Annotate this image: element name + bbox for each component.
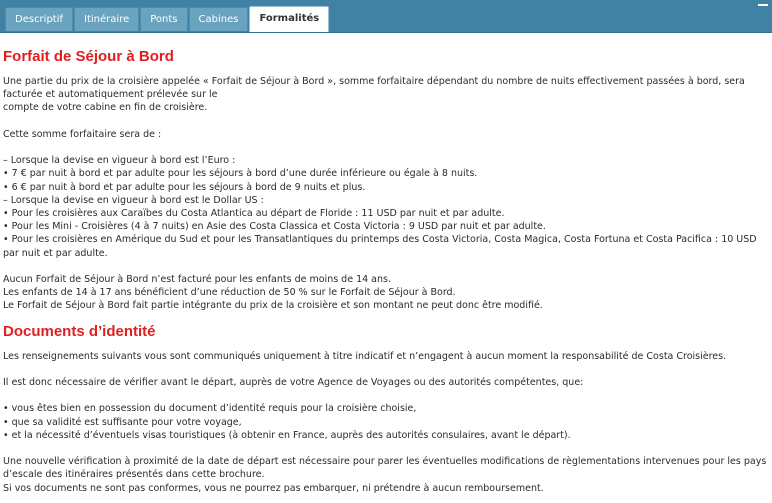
- paragraph-gap: [3, 363, 769, 376]
- tab-list: [5, 7, 330, 32]
- text-line: – Lorsque la devise en vigueur à bord est le Dollar US :: [3, 194, 264, 206]
- text-line: Cette somme forfaitaire sera de :: [3, 128, 162, 140]
- text-line: • 7 € par nuit à bord et par adulte pour les séjours à bord d’une durée inférieure ou égale à 8 nuits.: [3, 168, 478, 180]
- paragraph-gap: [3, 442, 769, 455]
- text-line: Une partie du prix de la croisière appelée « Forfait de Séjour à Bord », somme forfaitaire dépendant du nombre de nuits effectivement passées à bord, sera facturée et automatiquement prélevée sur le: [3, 76, 745, 101]
- text-line: • 6 € par nuit à bord et par adulte pour les séjours à bord de 9 nuits et plus.: [3, 181, 366, 193]
- text-line: Il est donc nécessaire de vérifier avant le départ, auprès de votre Agence de Voyages ou des autorités compétentes, que:: [3, 377, 584, 388]
- text-line: • Pour les Mini - Croisières (4 à 7 nuits) en Asie des Costa Classica et Costa Victoria : 9 USD par nuit et par adulte.: [3, 221, 546, 233]
- tab-ponts[interactable]: Ponts: [140, 7, 187, 31]
- tab-itineraire[interactable]: Itinéraire: [74, 7, 139, 31]
- tab-cabines[interactable]: Cabines: [189, 7, 249, 31]
- text-line: compte de votre cabine en fin de croisière.: [3, 102, 208, 114]
- paragraph-gap: [3, 389, 769, 402]
- text-line: • et la nécessité d’éventuels visas touristiques (à obtenir en France, auprès des autorités consulaires, avant le départ).: [3, 429, 571, 441]
- text-line: Les renseignements suivants vous sont communiqués uniquement à titre indicatif et n’engagent à aucun moment la responsabilité de Costa Croisières.: [3, 350, 727, 362]
- text-line: Le Forfait de Séjour à Bord fait partie intégrante du prix de la croisière et son montant ne peut donc être modifié.: [3, 300, 543, 312]
- section-title-forfait: Forfait de Séjour à Bord: [3, 48, 174, 65]
- text-line: Si vos documents ne sont pas conformes, vous ne pourrez pas embarquer, ni prétendre à aucun remboursement.: [3, 482, 544, 494]
- paragraph-gap: [3, 115, 769, 128]
- tab-bar: [0, 0, 772, 33]
- paragraph-gap: [3, 141, 769, 154]
- forfait-text: [3, 75, 769, 313]
- text-line: • Pour les croisières aux Caraïbes du Costa Atlantica au départ de Floride : 11 USD par nuit et par adulte.: [3, 208, 505, 219]
- text-line: • Pour les croisières en Amérique du Sud et pour les Transatlantiques du printemps des Costa Victoria, Costa Magica, Costa Fortuna et Costa Pacifica : 10 USD par nuit et par adulte.: [3, 234, 757, 259]
- text-line: • que sa validité est suffisante pour votre voyage,: [3, 416, 242, 428]
- text-line: • vous êtes bien en possession du document d’identité requis pour la croisière choisie,: [3, 403, 417, 415]
- text-line: Les enfants de 14 à 17 ans bénéficient d’une réduction de 50 % sur le Forfait de Séjour à Bord.: [3, 287, 456, 299]
- section-title-documents: Documents d’identité: [3, 322, 156, 340]
- text-line: – Lorsque la devise en vigueur à bord est l’Euro :: [3, 155, 236, 167]
- documents-text: [3, 350, 769, 495]
- tab-formalites[interactable]: Formalités: [249, 6, 329, 32]
- collapse-icon[interactable]: [758, 4, 768, 8]
- paragraph-gap: [3, 260, 769, 273]
- tab-descriptif[interactable]: Descriptif: [5, 7, 73, 31]
- tab-content: [3, 44, 769, 495]
- text-line: Aucun Forfait de Séjour à Bord n’est facturé pour les enfants de moins de 14 ans.: [3, 274, 391, 285]
- text-line: Une nouvelle vérification à proximité de la date de départ est nécessaire pour parer les éventuelles modifications de règlementations intervenues pour les pays d’escale des itinéraires présentés dans cette brochure.: [3, 456, 767, 481]
